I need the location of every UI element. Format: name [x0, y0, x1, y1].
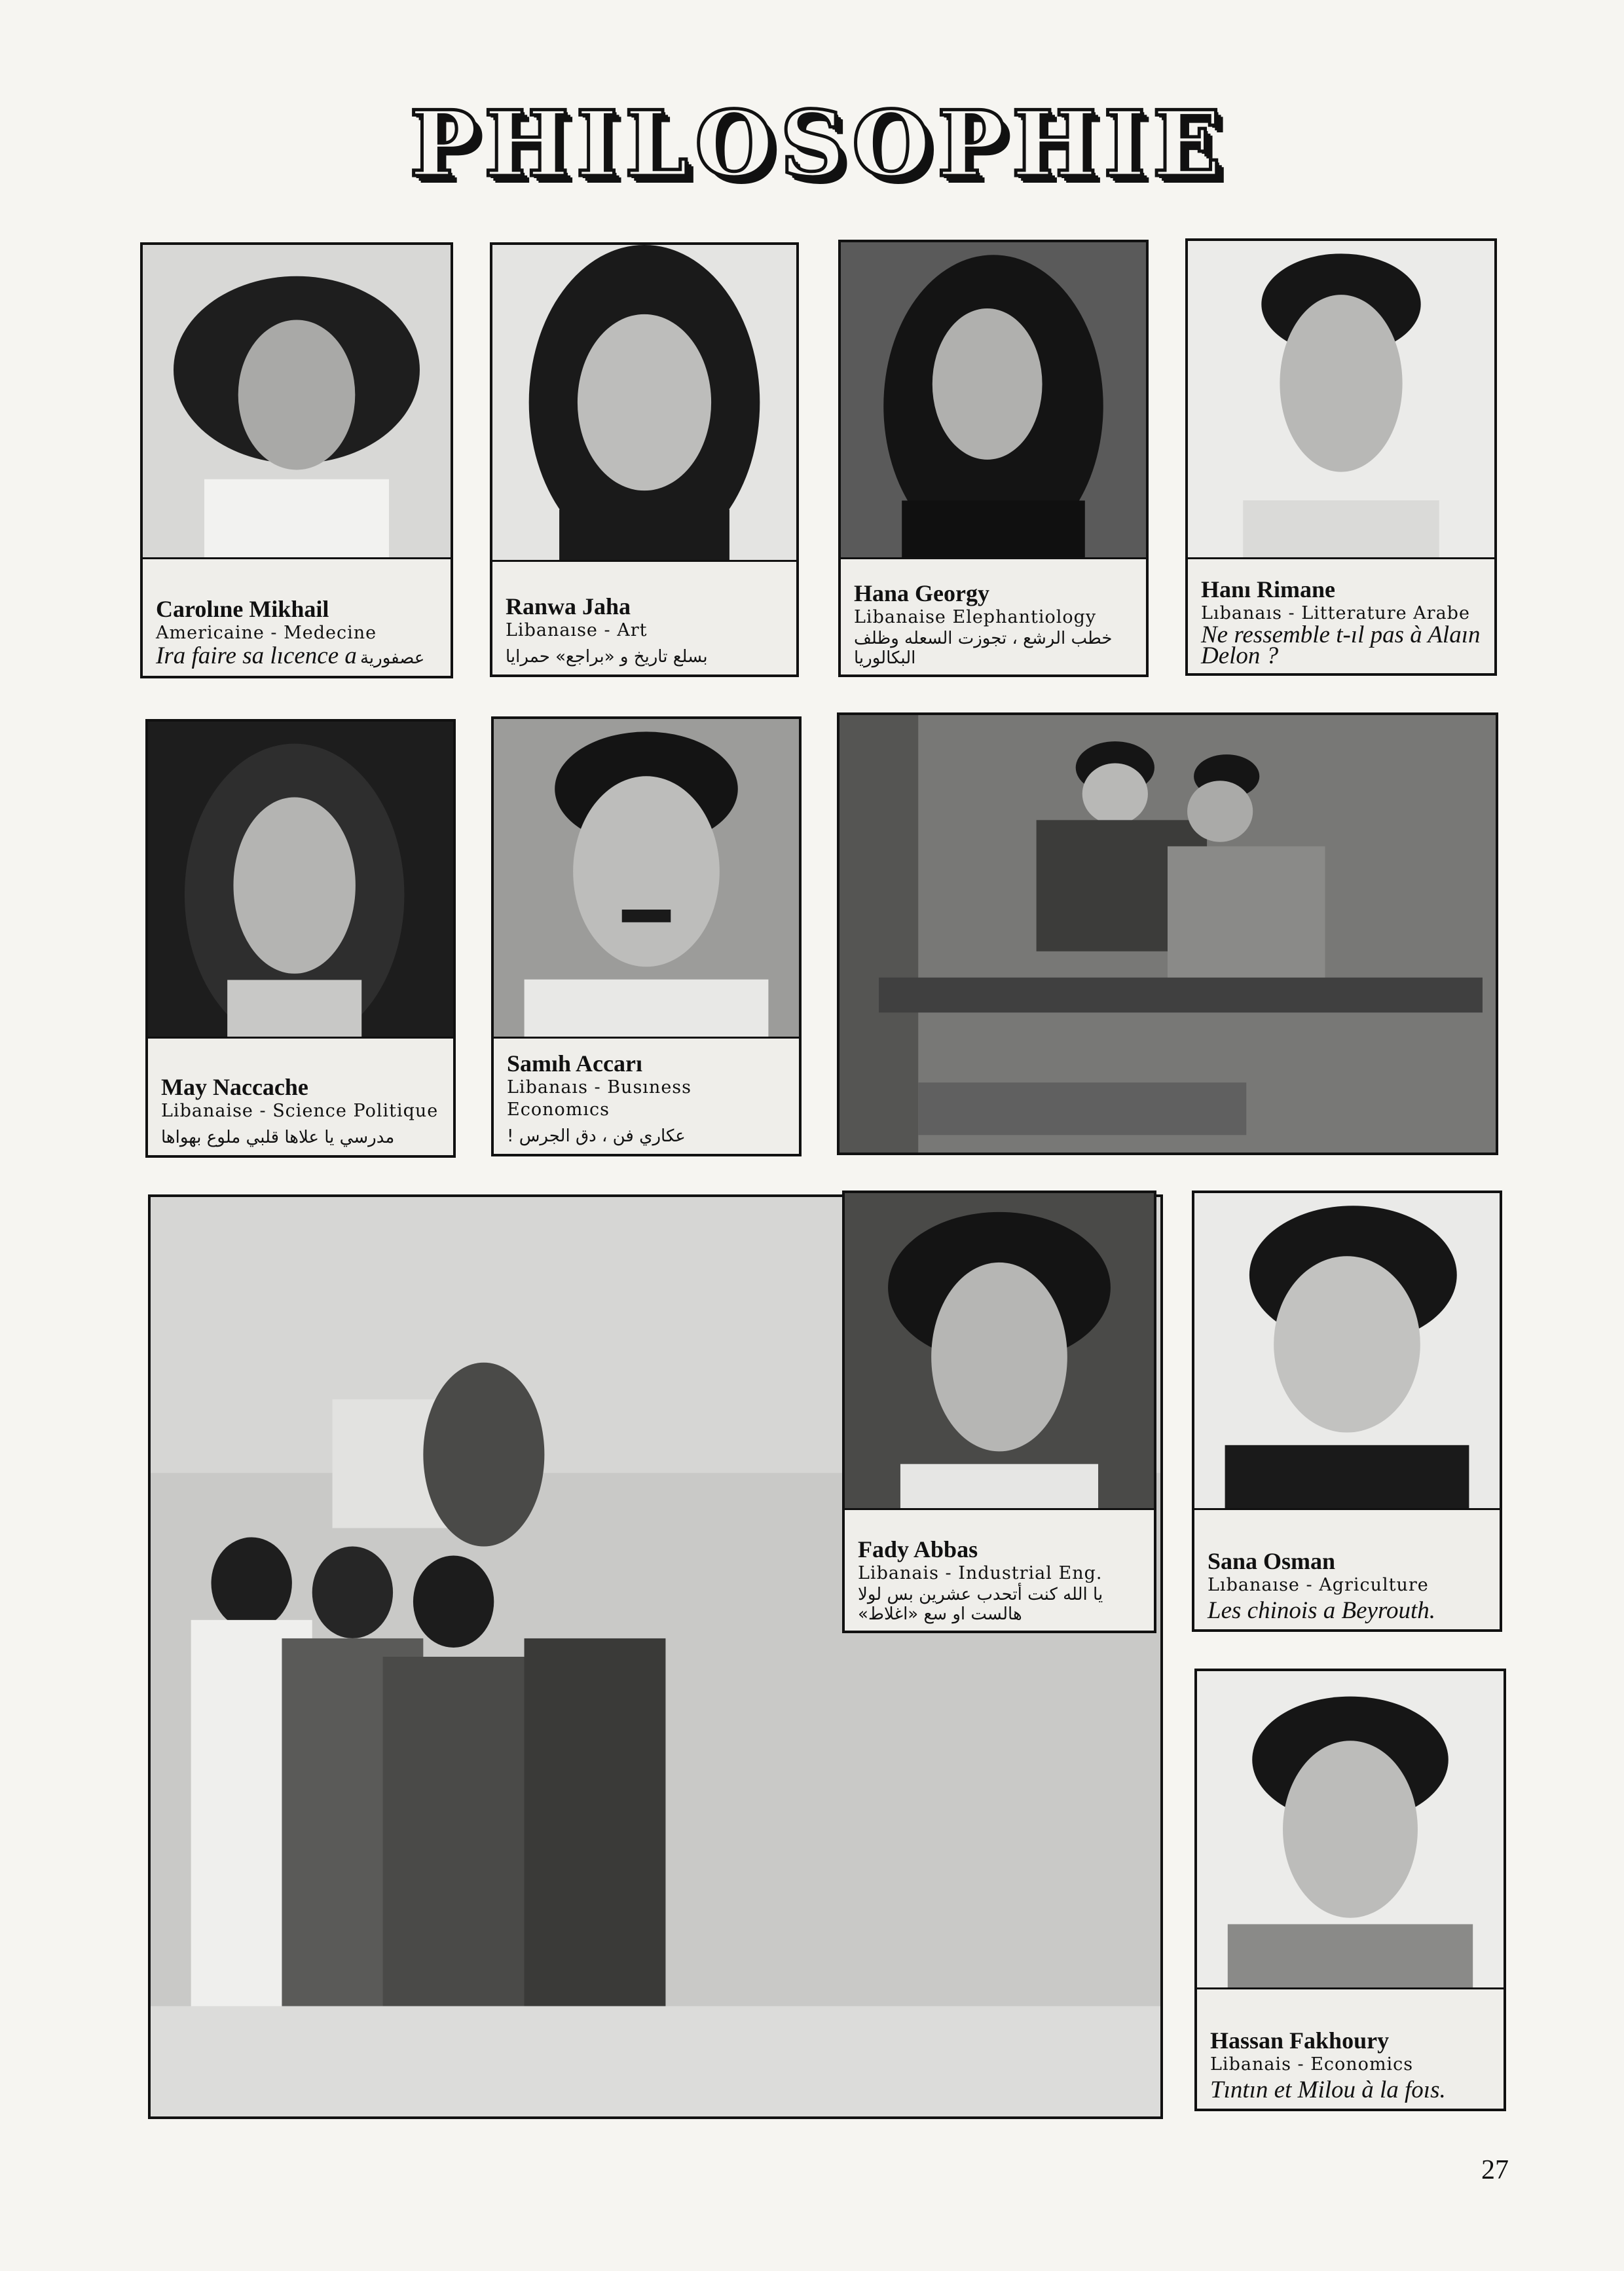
student-arabic-quote: عكاري فن ، دق الجرس ! — [507, 1126, 686, 1146]
student-card-samih — [491, 716, 802, 1156]
student-name: Carolıne Mikhail — [156, 596, 329, 622]
student-caption — [161, 1074, 444, 1149]
student-quote: Ira faire sa lıcence a — [156, 642, 357, 669]
student-caption — [156, 596, 441, 669]
student-card-caroline — [140, 242, 453, 678]
student-portrait — [845, 1193, 1154, 1510]
student-caption — [854, 580, 1137, 668]
student-nationality-field: Libanaıs - Busıness Economıcs — [507, 1077, 692, 1120]
student-name: Samıh Accarı — [507, 1050, 642, 1077]
student-quote: Tıntın et Milou à la foıs. — [1210, 2077, 1446, 2103]
student-nationality-field: Americaine - Medecine — [156, 623, 377, 643]
student-nationality-field: Lıbanaıse - Agriculture — [1208, 1575, 1429, 1595]
student-nationality-field: Libanais - Industrial Eng. — [858, 1563, 1103, 1583]
student-caption — [1208, 1548, 1490, 1623]
group-photo-bench — [837, 712, 1498, 1155]
student-portrait — [1188, 241, 1494, 559]
student-arabic-quote: عصفورية — [360, 648, 425, 668]
student-arabic-quote: مدرسي يا علاها قلبي ملوع بهواها — [161, 1128, 395, 1147]
student-portrait — [1197, 1671, 1504, 1989]
student-card-hana — [838, 240, 1149, 677]
student-card-hassan — [1194, 1669, 1506, 2111]
student-card-fady — [842, 1191, 1156, 1633]
student-arabic-quote: بسلع تاريخ و «براجع» حمرايا — [506, 647, 708, 667]
student-portrait — [143, 245, 451, 559]
student-caption — [506, 593, 787, 668]
student-caption — [1210, 2027, 1494, 2102]
student-caption — [507, 1050, 790, 1147]
student-name: Hana Georgy — [854, 580, 989, 606]
student-name: Ranwa Jaha — [506, 593, 631, 619]
student-caption — [1201, 576, 1485, 667]
student-nationality-field: Libanaıse - Art — [506, 620, 648, 640]
student-card-ranwa — [490, 242, 799, 677]
page-title: PHILOSOPHIE — [409, 90, 1228, 197]
student-name: May Naccache — [161, 1074, 308, 1100]
student-portrait — [1194, 1193, 1500, 1510]
student-name: Fady Abbas — [858, 1536, 978, 1562]
student-quote: Les chinois a Beyrouth. — [1208, 1597, 1436, 1624]
student-nationality-field: Libanais - Economics — [1210, 2054, 1414, 2075]
student-name: Hanı Rimane — [1201, 576, 1336, 602]
student-portrait — [494, 719, 799, 1039]
student-card-may — [145, 719, 456, 1158]
student-arabic-quote: خطب الرشع ، تجوزت السعله وظلف البكالوريا — [854, 629, 1113, 668]
student-nationality-field: Libanaise - Science Politique — [161, 1101, 439, 1121]
student-caption — [858, 1536, 1145, 1624]
student-quote: Ne ressemble t-ıl pas à Alaın Delon ? — [1201, 621, 1481, 669]
student-portrait — [841, 242, 1146, 559]
student-nationality-field: Lıbanaıs - Litterature Arabe — [1201, 603, 1470, 623]
page-number: 27 — [1481, 2155, 1509, 2185]
student-card-hani — [1185, 238, 1497, 676]
student-arabic-quote: يا الله كنت أتحدب عشرين بس لولا هالست او سع «اغلاط» — [858, 1585, 1103, 1624]
student-name: Hassan Fakhoury — [1210, 2027, 1390, 2054]
student-portrait — [148, 722, 453, 1039]
student-portrait — [492, 245, 796, 562]
student-nationality-field: Libanaise Elephantiology — [854, 607, 1097, 627]
student-card-sana — [1192, 1191, 1502, 1632]
student-name: Sana Osman — [1208, 1548, 1336, 1574]
